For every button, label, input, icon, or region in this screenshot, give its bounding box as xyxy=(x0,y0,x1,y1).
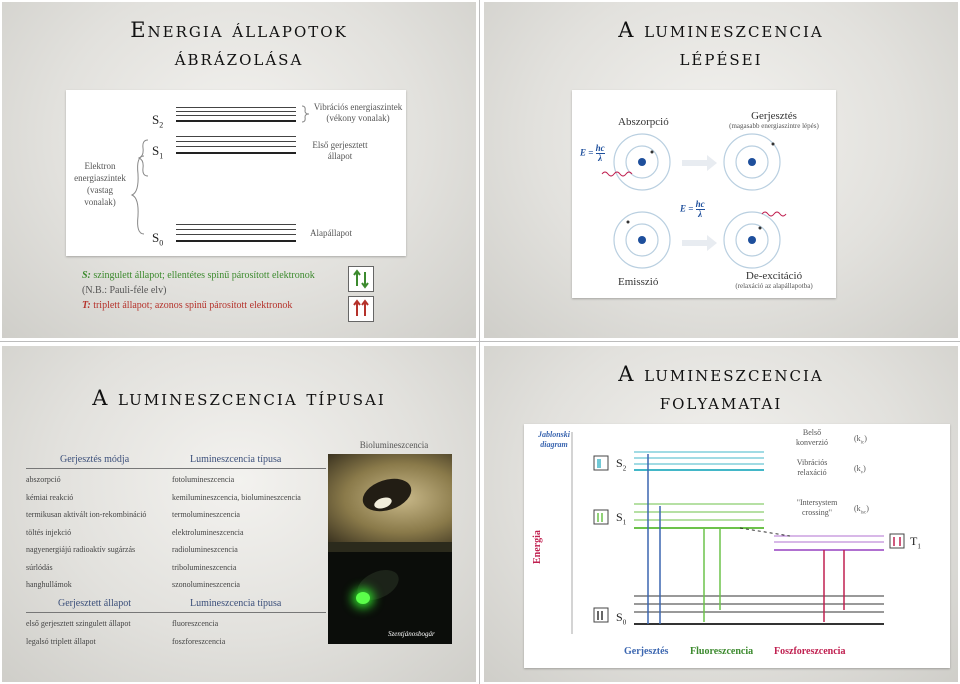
slide1-title: Energia állapotok ábrázolása xyxy=(130,18,348,70)
type-cell: fotolumineszcencia xyxy=(172,475,235,484)
excitation-cell: nagyenergiájú radioaktív sugárzás xyxy=(26,545,136,554)
type-cell: termolumineszcencia xyxy=(172,510,240,519)
photon-energy-formula-top: E = $\frac{hc}{\lambda}$ xyxy=(580,143,605,163)
jablonski-label: Jablonski diagram xyxy=(537,430,570,449)
energy-levels-panel xyxy=(66,90,406,256)
intersystem-crossing-label: "Intersystem crossing" xyxy=(796,498,838,517)
excitation-cell: első gerjesztett szingulett állapot xyxy=(26,619,131,628)
t1-label: $T_1$ xyxy=(910,534,921,551)
first-excited-label: Első gerjesztett állapot xyxy=(312,140,368,161)
pauli-note: (N.B.: Pauli-féle elv) xyxy=(82,285,167,296)
photo-credit: Szentjánosbogár xyxy=(388,630,435,638)
slide-luminescence-steps xyxy=(484,2,958,338)
table-header-excitation: Gerjesztés módja xyxy=(60,454,130,465)
slide-luminescence-types xyxy=(2,346,476,682)
slide-energy-states xyxy=(2,2,476,338)
slide4-title: A lumineszcencia folyamatai xyxy=(618,362,824,414)
excitation-cell: kémiai reakció xyxy=(26,492,74,502)
table-row xyxy=(26,525,326,540)
table-row xyxy=(26,507,326,522)
table-header-type: Lumineszcencia típusa xyxy=(190,454,282,465)
table-row xyxy=(26,616,326,631)
type-cell: tribolumineszcencia xyxy=(172,562,237,572)
vibrational-levels-label: Vibrációs energiaszintek (vékony vonalak) xyxy=(313,102,403,123)
type-cell: radiolumineszcencia xyxy=(172,545,238,554)
left-brace-small-icon xyxy=(138,138,150,178)
s1-level-label: $S_1$ xyxy=(152,143,164,161)
photon-energy-formula-bottom: E = $\frac{hc}{\lambda}$ xyxy=(680,199,705,219)
absorption-label: Abszorpció xyxy=(618,116,669,128)
triplet-note: T: triplett állapot; azonos spinű párosított elektronok xyxy=(82,300,293,311)
types-table xyxy=(26,452,326,652)
vertical-divider xyxy=(479,0,480,684)
slide2-title: A lumineszcencia lépései xyxy=(618,18,824,70)
energy-axis-label: Energia xyxy=(532,530,543,564)
table-row xyxy=(26,577,326,592)
firefly-photo xyxy=(328,454,452,644)
deexcitation-label: De-excitáció (relaxáció az alapállapotba) xyxy=(735,270,813,290)
type-cell: elektrolumineszcencia xyxy=(172,527,244,537)
luminescence-steps-panel xyxy=(572,90,836,298)
s2-level-label: $S_2$ xyxy=(152,112,164,130)
s0-level-label: $S_0$ xyxy=(152,230,164,248)
electron-levels-label: Elektron energiaszintek (vastag vonalak) xyxy=(74,161,126,207)
s1-label: $S_1$ xyxy=(616,510,627,527)
intersystem-crossing-rate: $(k_{isc})$ xyxy=(854,504,869,516)
excitation-cell: abszorpció xyxy=(26,475,61,484)
photo-caption: Biolumineszcencia xyxy=(359,440,429,450)
jablonski-diagram xyxy=(524,424,950,668)
table-row xyxy=(26,472,326,487)
legend-fluorescence: Fluoreszcencia xyxy=(690,646,754,657)
slide-luminescence-processes xyxy=(484,346,958,682)
type-cell: foszforeszcencia xyxy=(172,636,226,646)
table-row xyxy=(26,560,326,575)
singlet-spin-icon xyxy=(348,266,374,292)
jablonski-panel xyxy=(524,424,950,668)
internal-conversion-label: Belső konverzió xyxy=(796,428,828,447)
s2-label: $S_2$ xyxy=(616,456,627,473)
table-row xyxy=(26,542,326,557)
excitation-cell: súrlódás xyxy=(26,562,53,572)
type-cell: fluoreszcencia xyxy=(172,619,219,628)
legend-excitation: Gerjesztés xyxy=(624,646,669,657)
s1-thick-line xyxy=(176,152,296,154)
vibrational-relaxation-label: Vibrációs relaxáció xyxy=(796,458,828,477)
s0-label: $S_0$ xyxy=(616,610,627,627)
internal-conversion-rate: $(k_{ic})$ xyxy=(854,434,867,446)
excitation-cell: legalsó triplett állapot xyxy=(26,636,96,646)
excitation-cell: termikusan aktivált ion-rekombináció xyxy=(26,510,147,519)
emission-label: Emisszió xyxy=(618,276,659,288)
table-row xyxy=(26,634,326,649)
table-header-type-2: Lumineszcencia típusa xyxy=(190,598,282,609)
slide3-title: A lumineszcencia típusai xyxy=(92,386,386,410)
table-row xyxy=(26,490,326,505)
excitation-cell: hanghullámok xyxy=(26,580,72,589)
table-header-excited-state: Gerjesztett állapot xyxy=(58,598,132,609)
horizontal-divider xyxy=(0,341,960,342)
type-cell: kemilumineszcencia, biolumineszcencia xyxy=(172,492,301,502)
excitation-label: Gerjesztés (magasabb energiaszintre lépés) xyxy=(729,110,819,130)
type-cell: szonolumineszcencia xyxy=(172,580,240,589)
excitation-cell: töltés injekció xyxy=(26,527,72,537)
singlet-note: S: szingulett állapot; ellentétes spinű párosított elektronok xyxy=(82,270,315,281)
s0-thick-line xyxy=(176,240,296,242)
ground-state-label: Alapállapot xyxy=(310,228,352,238)
vibrational-relaxation-rate: $(k_v)$ xyxy=(854,464,866,476)
legend-phosphorescence: Foszforeszcencia xyxy=(774,646,846,657)
s2-thick-line xyxy=(176,120,296,122)
triplet-spin-icon xyxy=(348,296,374,322)
